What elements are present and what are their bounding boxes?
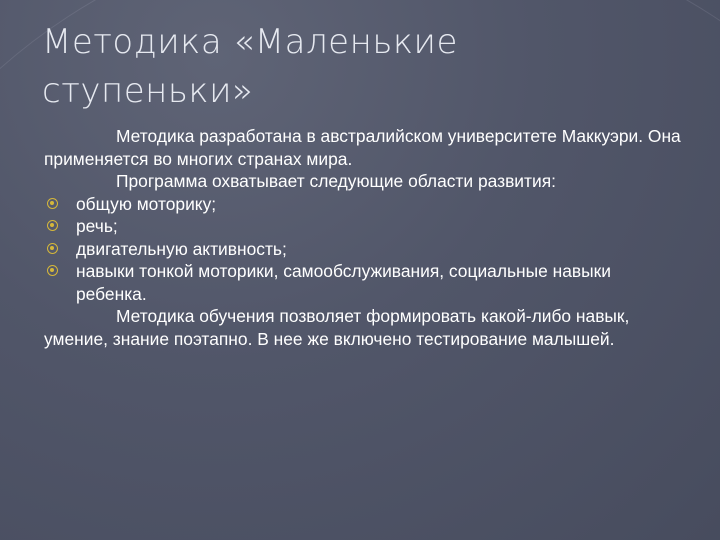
- title-line: Методика «Маленькие: [42, 22, 458, 62]
- paragraph-intro: Методика разработана в австралийском университете Маккуэри. Она применяется во многих странах мира.: [44, 126, 681, 169]
- paragraph-method: Методика обучения позволяет формировать какой-либо навык, умение, знание поэтапно. В нее же включено тестирование малышей.: [44, 306, 630, 349]
- bullet-list: [44, 193, 684, 306]
- circle-dot-icon: [47, 265, 58, 276]
- list-item-text: навыки тонкой моторики, самообслуживания, социальные навыки ребенка.: [76, 261, 611, 304]
- paragraph-areas: Программа охватывает следующие области развития:: [116, 171, 556, 191]
- list-item: [44, 260, 684, 305]
- circle-dot-icon: [47, 220, 58, 231]
- slide-title: [42, 18, 682, 116]
- list-item-text: общую моторику;: [76, 193, 217, 214]
- list-item-text: двигательную активность;: [76, 238, 287, 259]
- title-line: ступеньки»: [42, 71, 254, 111]
- circle-dot-icon: [47, 243, 58, 254]
- circle-dot-icon: [47, 198, 58, 209]
- list-item: [44, 193, 684, 216]
- list-item: [44, 215, 684, 238]
- list-item-text: речь;: [76, 216, 118, 236]
- list-item: [44, 238, 684, 261]
- slide-body: [44, 125, 684, 350]
